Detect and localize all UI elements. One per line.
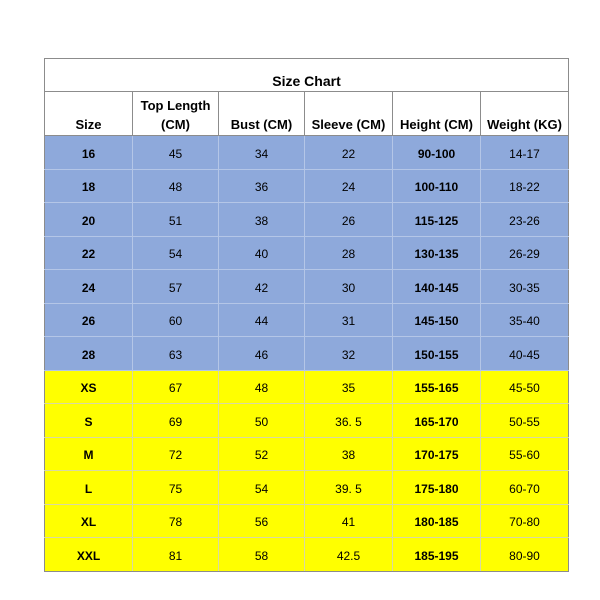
cell-top-length: 81: [133, 538, 219, 572]
cell-bust: 38: [219, 203, 305, 237]
cell-bust: 54: [219, 471, 305, 505]
cell-top-length: 78: [133, 504, 219, 538]
cell-top-length: 45: [133, 136, 219, 170]
cell-sleeve: 32: [305, 337, 393, 371]
header-height-label: Height (CM): [400, 117, 473, 132]
cell-top-length: 60: [133, 303, 219, 337]
cell-weight: 35-40: [481, 303, 569, 337]
header-row: [45, 92, 569, 136]
cell-height: 90-100: [393, 136, 481, 170]
cell-weight: 80-90: [481, 538, 569, 572]
cell-height: 130-135: [393, 236, 481, 270]
cell-weight: 45-50: [481, 370, 569, 404]
cell-height: 155-165: [393, 370, 481, 404]
cell-top-length: 67: [133, 370, 219, 404]
header-bust: [219, 92, 305, 136]
cell-top-length: 51: [133, 203, 219, 237]
cell-bust: 42: [219, 270, 305, 304]
cell-weight: 40-45: [481, 337, 569, 371]
cell-sleeve: 31: [305, 303, 393, 337]
cell-top-length: 75: [133, 471, 219, 505]
cell-size: XXL: [45, 538, 133, 572]
cell-height: 165-170: [393, 404, 481, 438]
header-top-length: [133, 92, 219, 136]
cell-size: 26: [45, 303, 133, 337]
cell-sleeve: 22: [305, 136, 393, 170]
table-row: [45, 337, 569, 371]
table-row: [45, 303, 569, 337]
cell-bust: 56: [219, 504, 305, 538]
cell-sleeve: 28: [305, 236, 393, 270]
cell-height: 100-110: [393, 169, 481, 203]
cell-height: 140-145: [393, 270, 481, 304]
table-row: [45, 538, 569, 572]
cell-bust: 58: [219, 538, 305, 572]
header-bust-label: Bust (CM): [230, 117, 293, 132]
cell-bust: 36: [219, 169, 305, 203]
cell-size: M: [45, 437, 133, 471]
cell-top-length: 57: [133, 270, 219, 304]
cell-height: 175-180: [393, 471, 481, 505]
cell-bust: 50: [219, 404, 305, 438]
header-weight: [481, 92, 569, 136]
cell-weight: 60-70: [481, 471, 569, 505]
cell-bust: 40: [219, 236, 305, 270]
cell-sleeve: 30: [305, 270, 393, 304]
cell-size: XL: [45, 504, 133, 538]
table-row: [45, 270, 569, 304]
cell-sleeve: 38: [305, 437, 393, 471]
cell-size: 24: [45, 270, 133, 304]
table-row: [45, 404, 569, 438]
cell-top-length: 72: [133, 437, 219, 471]
cell-top-length: 48: [133, 169, 219, 203]
cell-sleeve: 24: [305, 169, 393, 203]
table-row: [45, 169, 569, 203]
cell-weight: 30-35: [481, 270, 569, 304]
table-row: [45, 236, 569, 270]
cell-height: 180-185: [393, 504, 481, 538]
cell-bust: 52: [219, 437, 305, 471]
size-chart-table: [44, 58, 569, 572]
cell-sleeve: 36. 5: [305, 404, 393, 438]
cell-size: S: [45, 404, 133, 438]
cell-height: 185-195: [393, 538, 481, 572]
chart-title: Size Chart: [45, 59, 569, 92]
table-row: [45, 136, 569, 170]
cell-bust: 34: [219, 136, 305, 170]
cell-sleeve: 42.5: [305, 538, 393, 572]
table-row: [45, 471, 569, 505]
header-size: [45, 92, 133, 136]
header-sleeve: [305, 92, 393, 136]
cell-size: XS: [45, 370, 133, 404]
cell-weight: 26-29: [481, 236, 569, 270]
table-row: [45, 437, 569, 471]
header-top-length-label-line1: Top Length: [140, 98, 211, 113]
cell-top-length: 54: [133, 236, 219, 270]
cell-weight: 14-17: [481, 136, 569, 170]
header-weight-label: Weight (KG): [487, 117, 562, 132]
header-size-label: Size: [75, 117, 102, 132]
cell-sleeve: 35: [305, 370, 393, 404]
cell-sleeve: 41: [305, 504, 393, 538]
cell-sleeve: 26: [305, 203, 393, 237]
cell-weight: 18-22: [481, 169, 569, 203]
cell-weight: 70-80: [481, 504, 569, 538]
title-row: [45, 59, 569, 92]
cell-size: 20: [45, 203, 133, 237]
cell-bust: 44: [219, 303, 305, 337]
cell-size: 18: [45, 169, 133, 203]
cell-size: 28: [45, 337, 133, 371]
cell-top-length: 63: [133, 337, 219, 371]
chart-body: [45, 136, 569, 572]
cell-weight: 55-60: [481, 437, 569, 471]
table-row: [45, 203, 569, 237]
cell-height: 115-125: [393, 203, 481, 237]
cell-bust: 46: [219, 337, 305, 371]
cell-weight: 23-26: [481, 203, 569, 237]
cell-sleeve: 39. 5: [305, 471, 393, 505]
cell-height: 170-175: [393, 437, 481, 471]
cell-bust: 48: [219, 370, 305, 404]
cell-height: 145-150: [393, 303, 481, 337]
table-row: [45, 504, 569, 538]
header-sleeve-label: Sleeve (CM): [311, 117, 386, 132]
table-row: [45, 370, 569, 404]
header-top-length-label-line2: (CM): [161, 117, 190, 132]
cell-size: L: [45, 471, 133, 505]
cell-size: 16: [45, 136, 133, 170]
header-height: [393, 92, 481, 136]
cell-height: 150-155: [393, 337, 481, 371]
cell-size: 22: [45, 236, 133, 270]
cell-weight: 50-55: [481, 404, 569, 438]
cell-top-length: 69: [133, 404, 219, 438]
